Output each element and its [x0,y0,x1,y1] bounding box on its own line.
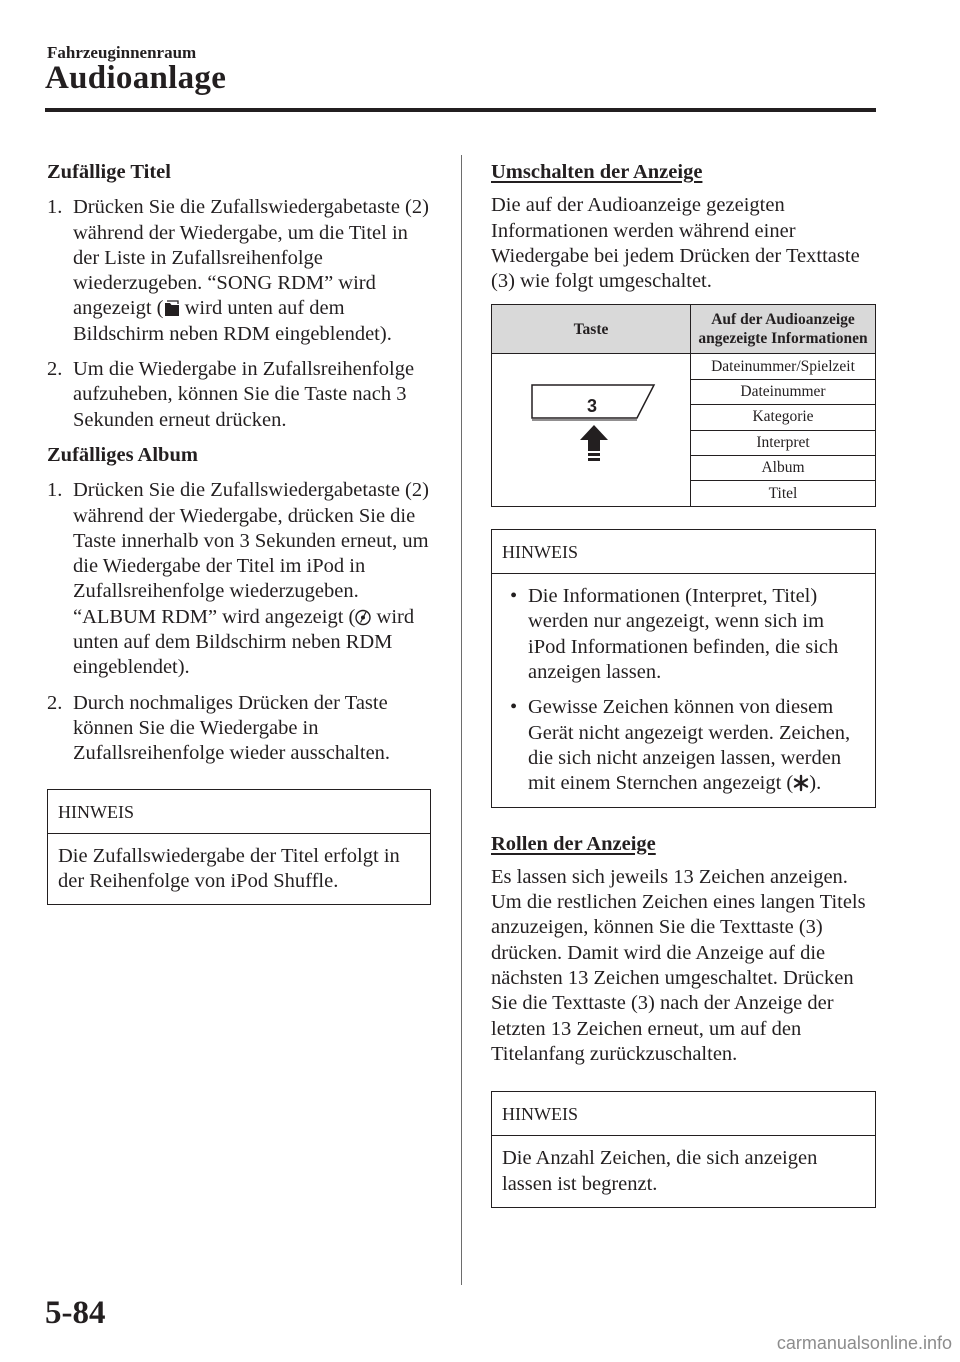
table-row: Dateinummer [691,379,876,404]
list-item [502,584,865,685]
bullet: • [510,585,518,608]
table-row: Album [691,456,876,481]
display-info-table [491,304,876,506]
column-divider [461,155,462,1285]
list-item [47,357,437,433]
list-item [47,195,437,347]
random-album-steps [47,478,437,766]
step-number: 1. [47,196,63,219]
folder-icon [164,299,180,317]
step-text: Drücken Sie die Zufallswiedergabetaste (2) während der Wiedergabe, um die Titel in der Liste in Zufallsreihenfolge wiederzugeben. “SONG RDM” wird angezeigt ( [73,196,429,320]
page-title: Audioanlage [45,60,227,96]
table-header-info: Auf der Audioanzeige angezeigte Informationen [691,305,876,354]
random-titles-heading: Zufällige Titel [47,161,171,183]
section-label: Fahrzeuginnenraum [47,43,197,62]
note-box [491,529,876,808]
list-item [502,695,865,796]
note-item-text: Gewisse Zeichen können von diesem Gerät nicht angezeigt werden. Zeichen, die sich nicht anzeigen lassen, werden mit einem Sternchen angezeigt ( [528,696,851,795]
table-row: Titel [691,481,876,506]
table-row: Kategorie [691,405,876,430]
note-body [492,574,875,806]
step-text: Um die Wiedergabe in Zufallsreihenfolge aufzuheben, können Sie die Taste nach 3 Sekunden erneut drücken. [73,358,415,431]
left-column [47,160,437,905]
key-cell [492,354,691,506]
bullet: • [510,696,518,719]
page-number: 5-84 [45,1295,106,1331]
up-arrow-icon [580,425,608,461]
note-title: HINWEIS [48,790,430,834]
key-label: 3 [586,396,598,416]
note-title: HINWEIS [492,1092,875,1136]
note-title: HINWEIS [492,530,875,574]
list-item [47,478,437,680]
right-column [491,160,877,1208]
list-item [47,691,437,767]
random-album-heading: Zufälliges Album [47,443,198,466]
asterisk-icon [793,774,809,792]
step-number: 1. [47,479,63,502]
note-box [47,789,431,906]
switch-display-heading: Umschalten der Anzeige [491,161,703,183]
step-text-cont: wird unten auf dem Bildschirm neben RDM eingeblendet). [73,605,415,679]
table-header-key: Taste [492,305,691,354]
scroll-display-heading: Rollen der Anzeige [491,832,656,855]
text-key-button-icon [516,371,666,481]
step-number: 2. [47,358,63,381]
note-text: Die Zufallswiedergabe der Titel erfolgt in der Reihenfolge von iPod Shuffle. [58,844,400,893]
table-row: Dateinummer/Spielzeit [691,354,876,379]
table-row: Interpret [691,430,876,455]
note-box [491,1091,876,1208]
scroll-display-text: Es lassen sich jeweils 13 Zeichen anzeigen. Um die restlichen Zeichen eines langen Titels anzuzeigen, können Sie die Texttaste (3) drücken. Damit wird die Anzeige auf die nächsten 13 Zeichen umgeschaltet. Drücken Sie die Texttaste (3) nach der Anzeige der letzten 13 Zeichen erneut, um auf den Titelanfang zurückzuschalten. [491,865,866,1065]
watermark: carmanualsonline.info [776,1333,952,1353]
step-text-cont: wird unten auf dem Bildschirm neben RDM eingeblendet). [73,297,392,345]
switch-display-text: Die auf der Audioanzeige gezeigten Informationen werden während einer Wiedergabe bei jedem Drücken der Texttaste (3) wie folgt umgeschaltet. [491,194,860,293]
album-disc-icon [355,608,371,626]
random-titles-steps [47,195,437,433]
header-rule [45,108,876,112]
step-text: Durch nochmaliges Drücken der Taste können Sie die Wiedergabe in Zufallsreihenfolge wieder ausschalten. [73,691,391,765]
note-text: Die Anzahl Zeichen, die sich anzeigen lassen ist begrenzt. [502,1147,818,1195]
step-number: 2. [47,691,63,714]
step-text: Drücken Sie die Zufallswiedergabetaste (2) während der Wiedergabe, drücken Sie die Taste innerhalb von 3 Sekunden erneut, um die Wiedergabe der Titel im iPod in Zufallsreihenfolge wiederzugeben. “ALBUM RDM” wird angezeigt ( [73,479,429,628]
note-item-text-end: ). [809,772,822,795]
note-item-text: Die Informationen (Interpret, Titel) werden nur angezeigt, wenn sich im iPod Informationen befinden, die sich anzeigen lassen. [528,585,839,684]
